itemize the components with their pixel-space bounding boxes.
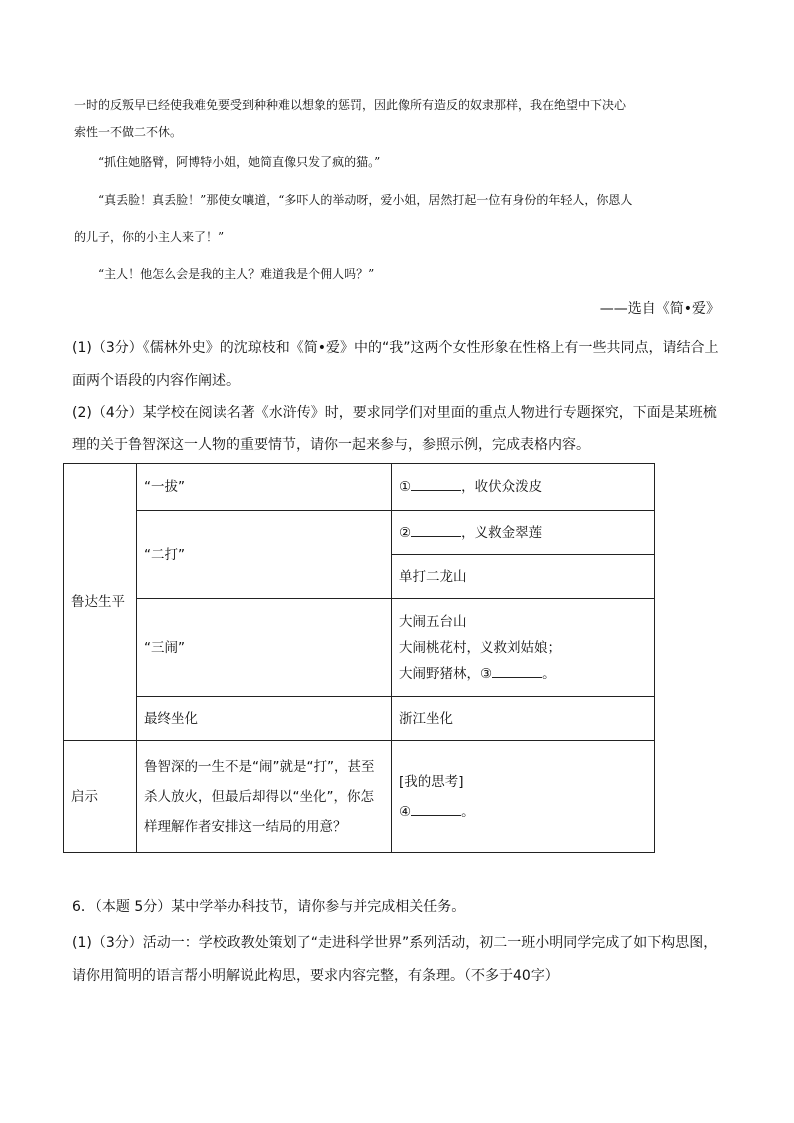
cell-er-da-answer: ② ，义救金翠莲 <box>392 511 655 555</box>
answer-blank-2[interactable] <box>411 522 461 537</box>
q1-line-1: (1)（3分）《儒林外史》的沈琼枝和《简•爱》中的“我”这两个女性形象在性格上有一些共同点，请结合上 <box>72 340 719 356</box>
q6-line-2: 请你用简明的语言帮小明解说此构思，要求内容完整，有条理。（不多于40字） <box>72 968 559 984</box>
cell-yi-ba-answer: ① ，收伏众泼皮 <box>392 464 655 511</box>
q6-title: 6．（本题 5分）某中学举办科技节，请你参与并完成相关任务。 <box>72 899 466 915</box>
q2-line-2: 理的关于鲁智深这一人物的重要情节，请你一起来参与，参照示例，完成表格内容。 <box>72 437 590 453</box>
cell-san-nao-list: 大闹五台山 大闹桃花村，义救刘姑娘； 大闹野猪林，③ 。 <box>392 599 655 697</box>
passage-line-5: 的儿子，你的小主人来了！” <box>74 230 225 244</box>
section-life: 鲁达生平 <box>64 464 137 741</box>
passage-line-2: 索性一不做二不休。 <box>74 125 183 139</box>
cell-yi-ba: “一拔” <box>137 464 392 511</box>
answer-blank-1[interactable] <box>411 476 461 491</box>
answer-blank-4[interactable] <box>411 801 461 816</box>
cell-san-nao: “三闹” <box>137 599 392 697</box>
passage-line-6: “主人！他怎么会是我的主人？难道我是个佣人吗？” <box>98 267 375 281</box>
cell-final: 最终坐化 <box>137 697 392 741</box>
q1-line-2: 面两个语段的内容作阐述。 <box>72 373 240 389</box>
cell-insight-question: 鲁智深的一生不是“闹”就是“打”，甚至 杀人放火，但最后却得以“坐化”，你怎 样理解作者安排这一结局的用意？ <box>137 741 392 853</box>
cell-er-da-2: 单打二龙山 <box>392 555 655 599</box>
section-insight: 启示 <box>64 741 137 853</box>
q2-line-1: (2)（4分）某学校在阅读名著《水浒传》时，要求同学们对里面的重点人物进行专题探究，下面是某班梳 <box>72 405 717 421</box>
passage-line-4: “真丢脸！真丢脸！”那使女嚷道，“多吓人的举动呀，爱小姐，居然打起一位有身份的年轻人，你恩人 <box>98 193 633 207</box>
cell-final-value: 浙江坐化 <box>392 697 655 741</box>
passage-source: ——选自《简•爱》 <box>599 301 720 317</box>
cell-my-thoughts: [我的思考] ④ 。 <box>392 741 655 853</box>
passage-line-3: “抓住她胳臂，阿博特小姐，她简直像只发了疯的猫。” <box>98 155 381 169</box>
passage-line-1: 一时的反叛早已经使我难免要受到种种难以想象的惩罚，因此像所有造反的奴隶那样，我在绝望中下决心 <box>74 98 627 112</box>
cell-er-da: “二打” <box>137 511 392 599</box>
q6-line-1: (1)（3分）活动一：学校政教处策划了“走进科学世界”系列活动，初二一班小明同学完成了如下构思图， <box>72 935 718 951</box>
lu-zhishen-table <box>63 463 655 853</box>
answer-blank-3[interactable] <box>492 663 542 678</box>
